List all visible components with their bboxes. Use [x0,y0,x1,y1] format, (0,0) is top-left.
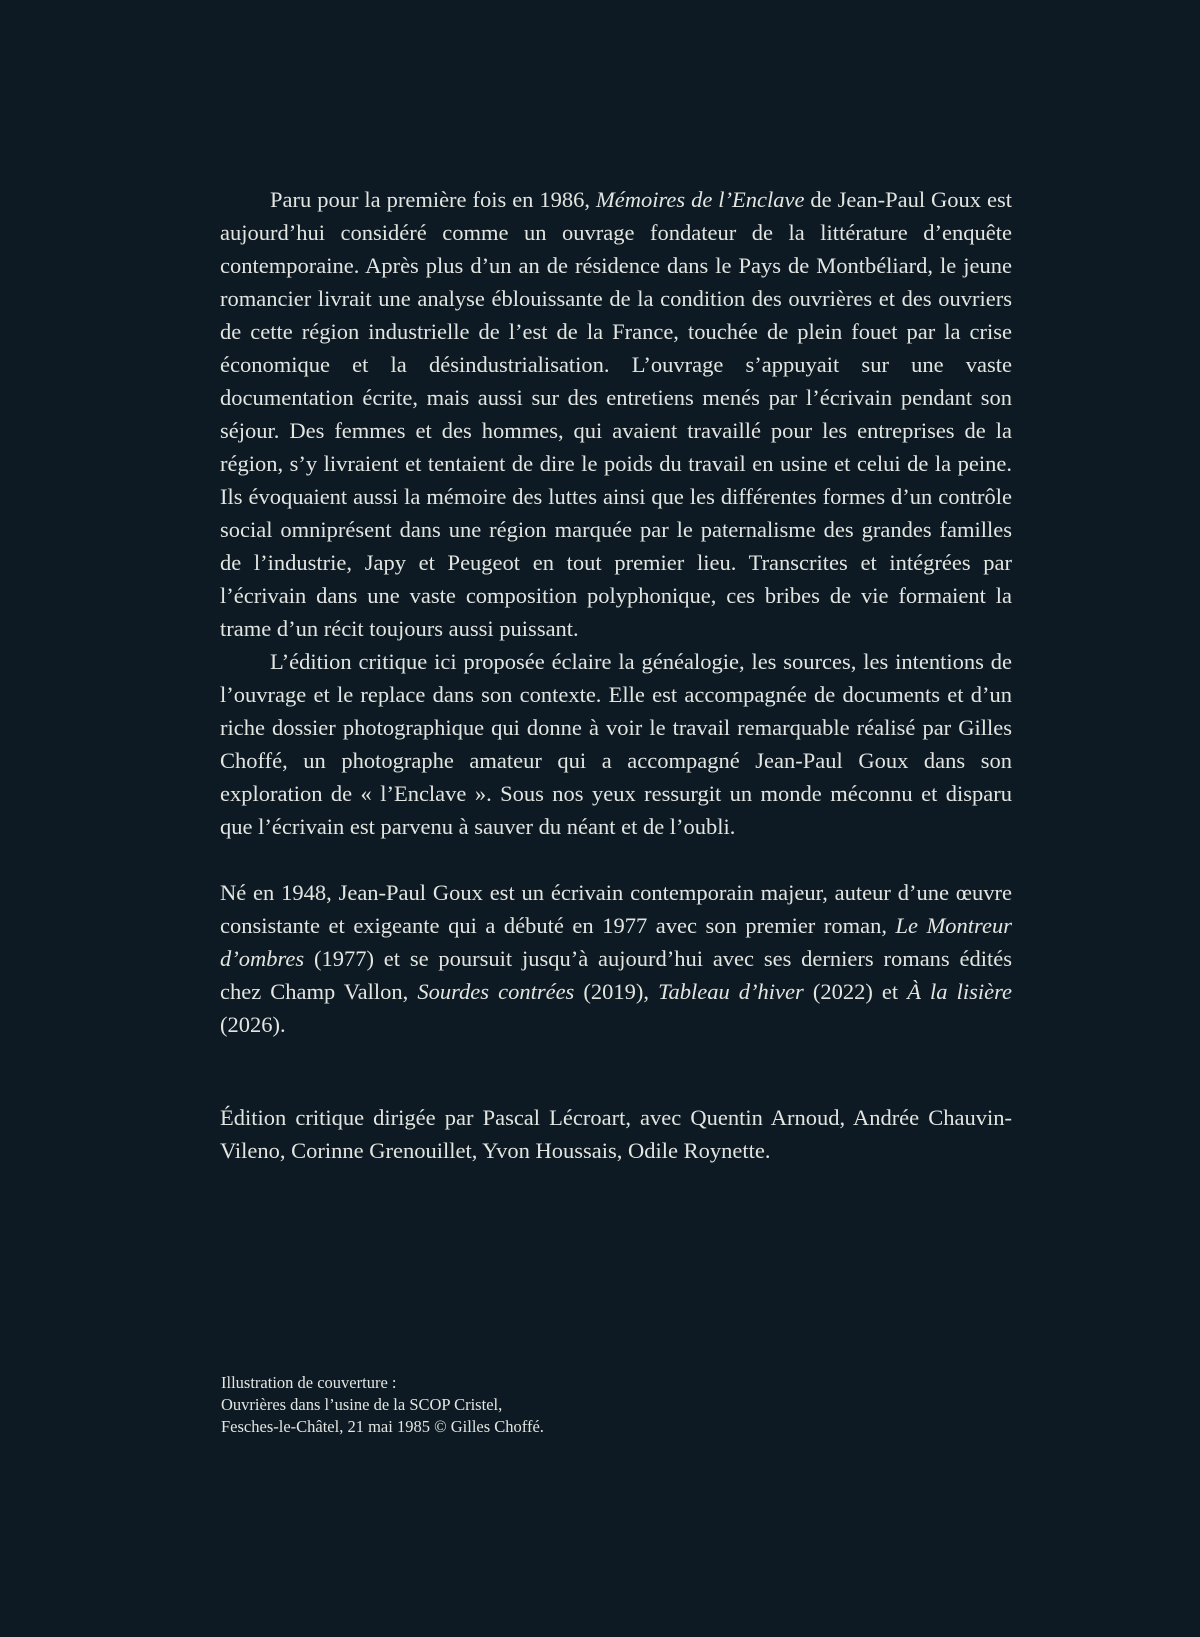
synopsis-paragraph-2: L’édition critique ici proposée éclaire la généalogie, les sources, les intentions de l’ouvrage et le replace dans son contexte. Elle est accompagnée de documents et d’un riche dossier photographique qui donne à voir le travail remarquable réalisé par Gilles Choffé, un photographe amateur qui a accompagné Jean-Paul Goux dans son exploration de « l’Enclave ». Sous nos yeux ressurgit un monde méconnu et disparu que l’écrivain est parvenu à sauver du néant et de l’oubli. [220,649,1012,839]
credit-line-subject: Ouvrières dans l’usine de la SCOP Cristel, [221,1395,503,1414]
cover-illustration-credit [221,1372,544,1438]
credit-line-title: Illustration de couverture : [221,1373,397,1392]
author-bio-paragraph: Né en 1948, Jean-Paul Goux est un écrivain contemporain majeur, auteur d’une œuvre consistante et exigeante qui a débuté en 1977 avec son premier roman, Le Montreur d’ombres (1977) et se poursuit jusqu’à aujourd’hui avec ses derniers romans édités chez Champ Vallon, Sourdes contrées (2019), Tableau d’hiver (2022) et À la lisière (2026). [220,880,1012,1037]
synopsis-paragraph-1: Paru pour la première fois en 1986, Mémoires de l’Enclave de Jean-Paul Goux est aujourd’hui considéré comme un ouvrage fondateur de la littérature d’enquête contemporaine. Après plus d’un an de résidence dans le Pays de Montbéliard, le jeune romancier livrait une analyse éblouissante de la condition des ouvrières et des ouvriers de cette région industrielle de l’est de la France, touchée de plein fouet par la crise économique et la désindustrialisation. L’ouvrage s’appuyait sur une vaste documentation écrite, mais aussi sur des entretiens menés par l’écrivain pendant son séjour. Des femmes et des hommes, qui avaient travaillé pour les entreprises de la région, s’y livraient et tentaient de dire le poids du travail en usine et celui de la peine. Ils évoquaient aussi la mémoire des luttes ainsi que les différentes formes d’un contrôle social omniprésent dans une région marquée par le paternalisme des grandes familles de l’industrie, Japy et Peugeot en tout premier lieu. Transcrites et intégrées par l’écrivain dans une vaste composition polyphonique, ces bribes de vie formaient la trame d’un récit toujours aussi puissant. [220,187,1012,641]
edition-credit-paragraph: Édition critique dirigée par Pascal Lécroart, avec Quentin Arnoud, Andrée Chauvin-Vileno, Corinne Grenouillet, Yvon Houssais, Odile Roynette. [220,1105,1012,1163]
back-cover-text-block [220,183,1012,1167]
credit-line-copyright: Fesches-le-Châtel, 21 mai 1985 © Gilles Choffé. [221,1417,544,1436]
